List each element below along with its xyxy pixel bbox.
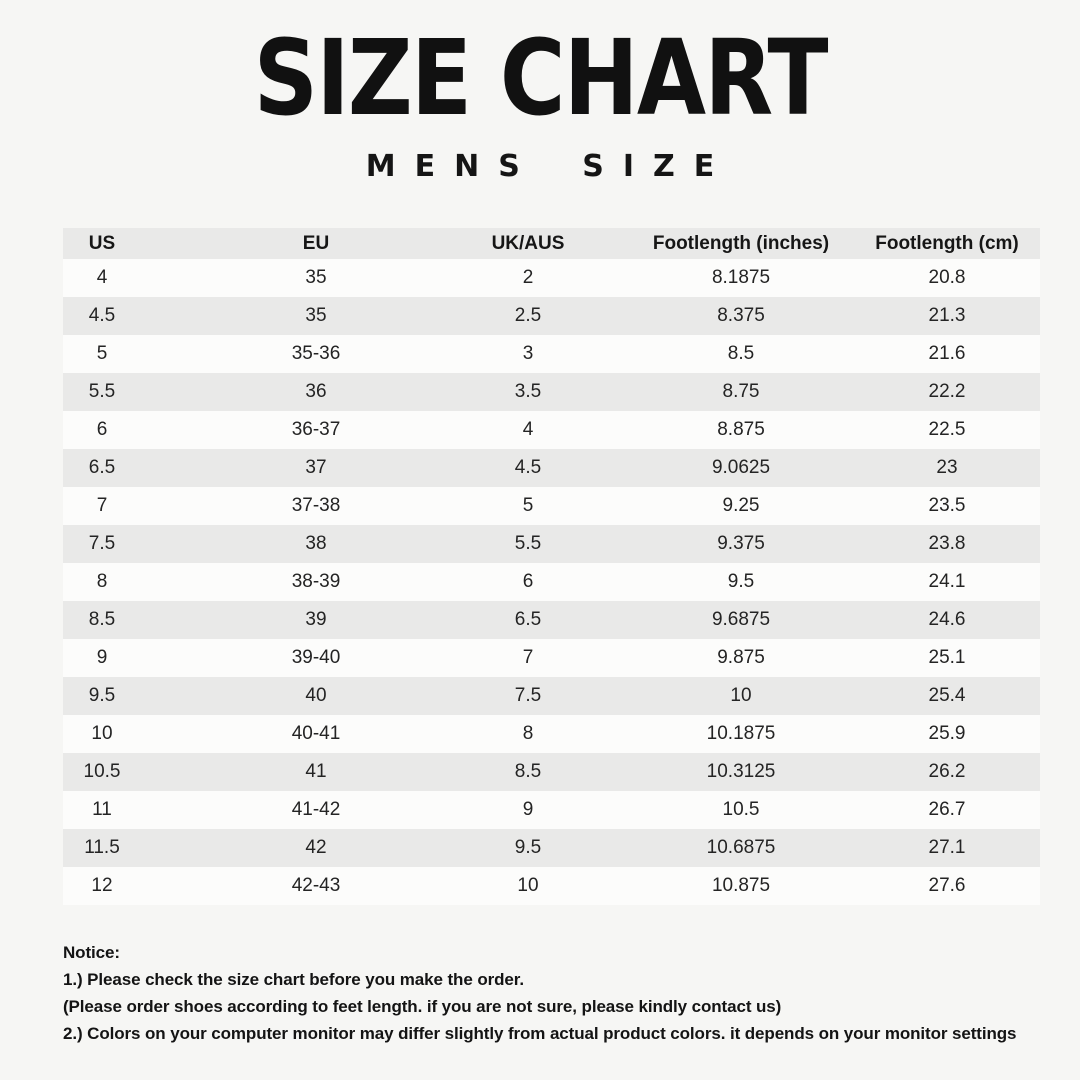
- table-header-row: [63, 228, 1040, 259]
- cell-eu: 42: [305, 837, 327, 858]
- cell-footlength-cm: 23.5: [928, 495, 966, 516]
- cell-uk-aus: 3.5: [514, 381, 542, 402]
- notice-heading: Notice:: [63, 943, 120, 962]
- cell-footlength-inches: 9.375: [717, 533, 765, 554]
- cell-us: 9.5: [88, 685, 116, 706]
- cell-footlength-cm: 26.2: [928, 761, 966, 782]
- cell-footlength-inches: 8.1875: [711, 267, 771, 288]
- cell-eu: 37-38: [291, 495, 341, 516]
- cell-uk-aus: 10: [517, 875, 539, 896]
- cell-eu: 36: [305, 381, 327, 402]
- cell-uk-aus: 4.5: [514, 457, 542, 478]
- cell-uk-aus: 6: [522, 571, 534, 592]
- table-row: [63, 411, 1040, 449]
- cell-uk-aus: 4: [522, 419, 534, 440]
- cell-footlength-cm: 21.3: [928, 305, 966, 326]
- cell-us: 12: [91, 875, 113, 896]
- cell-footlength-cm: 22.2: [928, 381, 966, 402]
- table-row: [63, 715, 1040, 753]
- cell-footlength-cm: 26.7: [928, 799, 966, 820]
- cell-footlength-cm: 24.6: [928, 609, 966, 630]
- cell-uk-aus: 6.5: [514, 609, 542, 630]
- cell-us: 11: [92, 799, 112, 820]
- cell-uk-aus: 8: [522, 723, 534, 744]
- cell-uk-aus: 9: [522, 799, 534, 820]
- cell-eu: 35: [305, 267, 327, 288]
- cell-uk-aus: 8.5: [514, 761, 542, 782]
- cell-footlength-inches: 9.25: [722, 495, 760, 516]
- page-subtitle: MENS SIZE: [365, 149, 734, 184]
- table-row: [63, 297, 1040, 335]
- cell-eu: 40: [305, 685, 327, 706]
- cell-footlength-inches: 9.875: [717, 647, 765, 668]
- cell-uk-aus: 7: [522, 647, 534, 668]
- cell-footlength-inches: 8.875: [717, 419, 765, 440]
- cell-us: 4: [96, 267, 108, 288]
- cell-footlength-cm: 23: [936, 457, 958, 478]
- size-table: [63, 228, 1040, 905]
- cell-footlength-cm: 25.9: [928, 723, 966, 744]
- cell-eu: 41-42: [291, 799, 341, 820]
- cell-footlength-cm: 22.5: [928, 419, 966, 440]
- cell-eu: 39: [305, 609, 327, 630]
- table-row: [63, 449, 1040, 487]
- cell-footlength-cm: 24.1: [928, 571, 966, 592]
- table-row: [63, 259, 1040, 297]
- cell-eu: 41: [305, 761, 327, 782]
- cell-us: 4.5: [88, 305, 116, 326]
- cell-footlength-cm: 25.1: [928, 647, 966, 668]
- cell-footlength-inches: 8.5: [727, 343, 755, 364]
- notice-block: [63, 939, 1053, 1047]
- table-row: [63, 829, 1040, 867]
- cell-footlength-inches: 8.75: [722, 381, 760, 402]
- cell-us: 5.5: [88, 381, 116, 402]
- column-header-footlength-inches: Footlength (inches): [652, 232, 830, 254]
- cell-us: 6.5: [88, 457, 116, 478]
- cell-footlength-inches: 10: [730, 685, 752, 706]
- cell-footlength-cm: 27.6: [928, 875, 966, 896]
- cell-eu: 40-41: [291, 723, 341, 744]
- table-row: [63, 639, 1040, 677]
- cell-footlength-cm: 25.4: [928, 685, 966, 706]
- table-row: [63, 563, 1040, 601]
- cell-footlength-cm: 20.8: [928, 267, 966, 288]
- cell-us: 8: [96, 571, 108, 592]
- cell-us: 7.5: [88, 533, 116, 554]
- cell-eu: 35-36: [291, 343, 341, 364]
- cell-uk-aus: 2: [522, 267, 534, 288]
- cell-uk-aus: 3: [522, 343, 534, 364]
- table-body: [63, 259, 1040, 905]
- cell-footlength-inches: 10.6875: [706, 837, 776, 858]
- cell-footlength-inches: 9.5: [727, 571, 755, 592]
- column-header-us: US: [88, 232, 116, 254]
- cell-eu: 37: [305, 457, 327, 478]
- table-row: [63, 525, 1040, 563]
- cell-eu: 35: [305, 305, 327, 326]
- cell-eu: 42-43: [291, 875, 341, 896]
- cell-footlength-cm: 23.8: [928, 533, 966, 554]
- notice-line-1: 1.) Please check the size chart before you make the order.: [63, 970, 524, 989]
- cell-footlength-inches: 8.375: [717, 305, 765, 326]
- cell-uk-aus: 5: [522, 495, 534, 516]
- cell-us: 10.5: [83, 761, 121, 782]
- page-title-text: SIZE CHART: [253, 17, 827, 139]
- cell-eu: 38-39: [291, 571, 341, 592]
- cell-eu: 39-40: [291, 647, 341, 668]
- cell-footlength-cm: 27.1: [928, 837, 966, 858]
- cell-us: 7: [96, 495, 108, 516]
- cell-us: 8.5: [88, 609, 116, 630]
- cell-us: 11.5: [84, 837, 120, 858]
- cell-us: 6: [96, 419, 108, 440]
- cell-uk-aus: 9.5: [514, 837, 542, 858]
- table-row: [63, 867, 1040, 905]
- cell-uk-aus: 7.5: [514, 685, 542, 706]
- cell-us: 9: [96, 647, 108, 668]
- column-header-uk-aus: UK/AUS: [491, 232, 565, 254]
- cell-eu: 38: [305, 533, 327, 554]
- cell-footlength-inches: 9.6875: [711, 609, 771, 630]
- table-row: [63, 677, 1040, 715]
- cell-footlength-inches: 10.875: [711, 875, 771, 896]
- notice-line-3: 2.) Colors on your computer monitor may differ slightly from actual product colors. it depends on your monitor settings: [63, 1024, 1017, 1043]
- cell-footlength-inches: 9.0625: [711, 457, 771, 478]
- cell-us: 10: [91, 723, 113, 744]
- cell-uk-aus: 2.5: [514, 305, 542, 326]
- cell-footlength-inches: 10.5: [722, 799, 760, 820]
- notice-line-2: (Please order shoes according to feet length. if you are not sure, please kindly contact us): [63, 997, 782, 1016]
- table-row: [63, 487, 1040, 525]
- column-header-eu: EU: [302, 232, 330, 254]
- table-row: [63, 601, 1040, 639]
- column-header-footlength-cm: Footlength (cm): [875, 232, 1019, 254]
- table-row: [63, 791, 1040, 829]
- page-title: [0, 17, 1080, 139]
- table-row: [63, 335, 1040, 373]
- cell-eu: 36-37: [291, 419, 341, 440]
- table-row: [63, 753, 1040, 791]
- cell-footlength-inches: 10.3125: [706, 761, 776, 782]
- cell-us: 5: [96, 343, 108, 364]
- table-row: [63, 373, 1040, 411]
- cell-footlength-inches: 10.1875: [706, 723, 776, 744]
- cell-uk-aus: 5.5: [514, 533, 542, 554]
- cell-footlength-cm: 21.6: [928, 343, 966, 364]
